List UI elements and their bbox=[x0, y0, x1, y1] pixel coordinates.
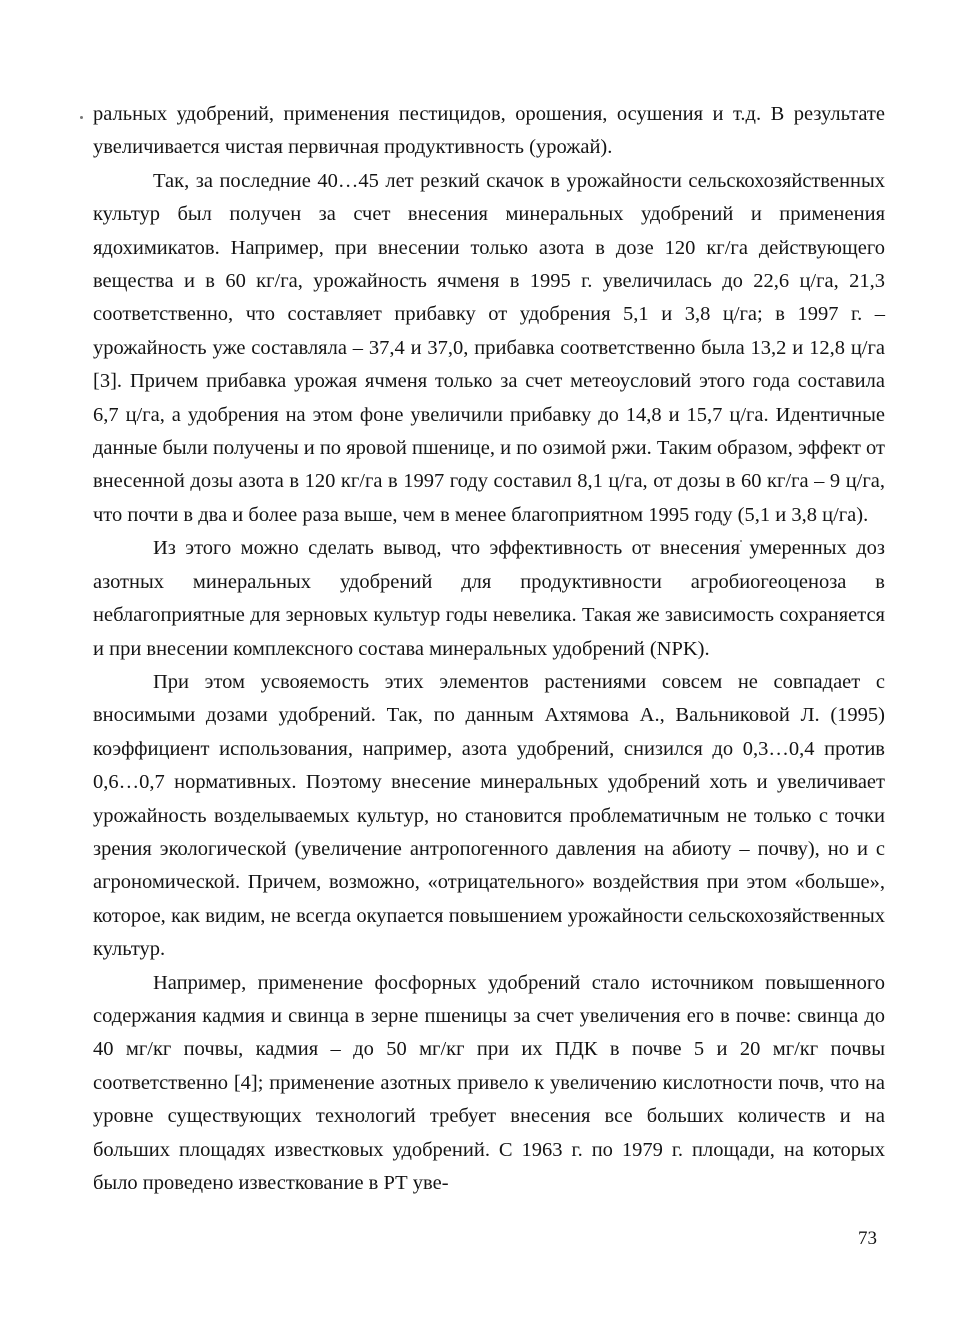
paragraph-3: Из этого можно сделать вывод, что эффективность от внесения умеренных доз азотных минеральных удобрений для продуктивности агробиогеоценоза в неблагоприятные для зерновых культур годы невелика. Такая же зависимость сохраняется и при внесении комплексного состава минеральных удобрений (NPK). bbox=[93, 537, 885, 660]
paragraph-5: Например, применение фосфорных удобрений стало источником повышенного содержания кадмия и свинца в зерне пшеницы за счет увеличения его в почве: свинца до 40 мг/кг почвы, кадмия – до 50 мг/кг при их ПДК в почве 5 и 20 мг/кг почвы соответственно [4]; применение азотных привело к увеличению кислотности почв, что на уровне существующих технологий требует внесения все больших количеств и на больших площадях известковых удобрений. С 1963 г. по 1979 г. площади, на которых было проведено известкование в РТ уве- bbox=[93, 971, 885, 1194]
paragraph-4: При этом усвояемость этих элементов растениями совсем не совпадает с вносимыми дозами удобрений. Так, по данным Ахтямова А., Вальниковой Л. (1995) коэффициент использования, например, азота удобрений, снизился до 0,3…0,4 против 0,6…0,7 нормативных. Поэтому внесение минеральных удобрений хоть и увеличивает урожайность возделываемых культур, но становится проблематичным не только с точки зрения экологической (увеличение антропогенного давления на абиоту – почву), но и с агрономической. Причем, возможно, «отрицательного» воздействия при этом «больше», которое, как видим, не всегда окупается повышением урожайности сельскохозяйственных культур. bbox=[93, 670, 885, 961]
scan-speck bbox=[80, 116, 83, 119]
paragraph-2: Так, за последние 40…45 лет резкий скачок в урожайности сельскохозяйственных культур был получен за счет внесения минеральных удобрений и применения ядохимикатов. Например, при внесении только азота в дозе 120 кг/га действующего вещества и в 60 кг/га, урожайность ячменя в 1995 г. увеличилась до 22,6 ц/га, 21,3 соответственно, что составляет прибавку от удобрения 5,1 и 3,8 ц/га; в 1997 г. – урожайность уже составляла – 37,4 и 37,0, прибавка соответственно была 13,2 и 12,8 ц/га [3]. Причем прибавка урожая ячменя только за счет метеоусловий этого года составила 6,7 ц/га, а удобрения на этом фоне увеличили прибавку до 14,8 и 15,7 ц/га. Идентичные данные были получены и по яровой пшенице, и по озимой ржи. Таким образом, эффект от внесенной дозы азота в 120 кг/га в 1997 году составил 8,1 ц/га, от дозы в 60 кг/га – 9 ц/га, что почти в два и более раза выше, чем в менее благоприятном 1995 году (5,1 и 3,8 ц/га). bbox=[93, 169, 885, 526]
page-number: 73 bbox=[858, 1228, 877, 1249]
paragraph-1: ральных удобрений, применения пестицидов, орошения, осушения и т.д. В результате увеличивается чистая первичная продуктивность (урожай). bbox=[93, 103, 885, 159]
body-text bbox=[93, 98, 885, 1200]
